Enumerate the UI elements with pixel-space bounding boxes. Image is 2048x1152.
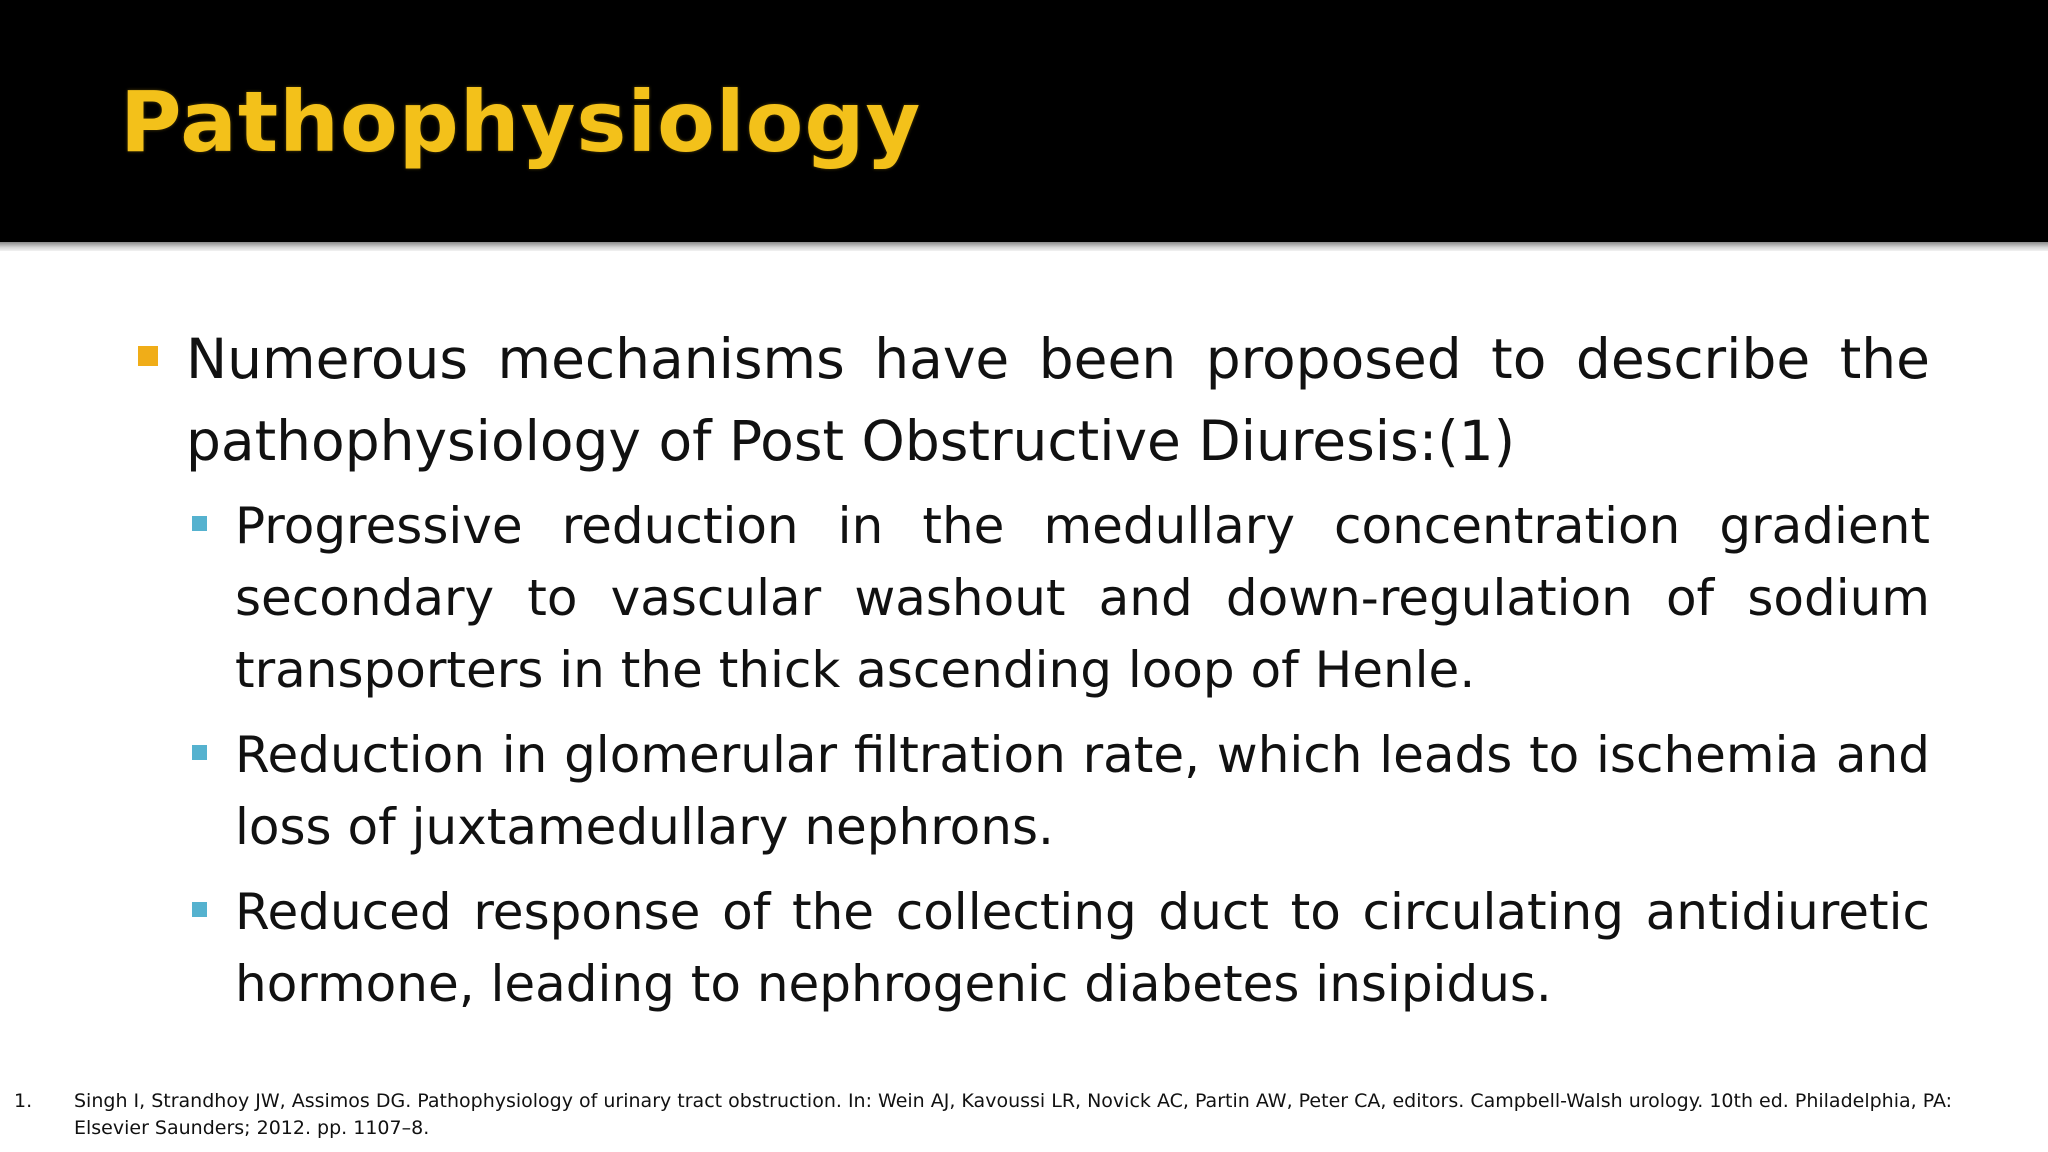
blue-square-bullet-icon: [192, 516, 207, 531]
reference-footnote: [14, 1088, 2004, 1142]
orange-square-bullet-icon: [138, 346, 158, 366]
sub-bullet: [130, 490, 1930, 706]
sub-bullet-list: [130, 490, 1930, 1020]
title-divider: [0, 242, 2048, 251]
footnote-number: 1.: [14, 1090, 33, 1112]
slide-title: Pathophysiology: [120, 73, 922, 171]
sub-bullet: [130, 876, 1930, 1020]
sub-bullet-text: Reduction in glomerular filtration rate, which leads to ischemia and loss of juxtamedullary nephrons.: [235, 726, 1930, 856]
sub-bullet: [130, 719, 1930, 863]
blue-square-bullet-icon: [192, 745, 207, 760]
blue-square-bullet-icon: [192, 902, 207, 917]
footnote-text: Singh I, Strandhoy JW, Assimos DG. Pathophysiology of urinary tract obstruction. In: Wein AJ, Kavoussi LR, Novick AC, Partin AW, Peter CA, editors. Campbell-Walsh urology. 10th ed. Philadelphia, PA: Elsevier Saunders; 2012. pp. 1107–8.: [74, 1090, 1953, 1139]
main-bullet-text: Numerous mechanisms have been proposed to describe the pathophysiology of Post Obstructive Diuresis:(1): [186, 327, 1930, 473]
title-bar: [0, 0, 2048, 242]
slide-content: [130, 318, 1930, 1033]
sub-bullet-text: Reduced response of the collecting duct to circulating antidiuretic hormone, leading to nephrogenic diabetes insipidus.: [235, 883, 1930, 1013]
main-bullet: [130, 318, 1930, 482]
sub-bullet-text: Progressive reduction in the medullary concentration gradient secondary to vascular washout and down-regulation of sodium transporters in the thick ascending loop of Henle.: [235, 497, 1930, 699]
